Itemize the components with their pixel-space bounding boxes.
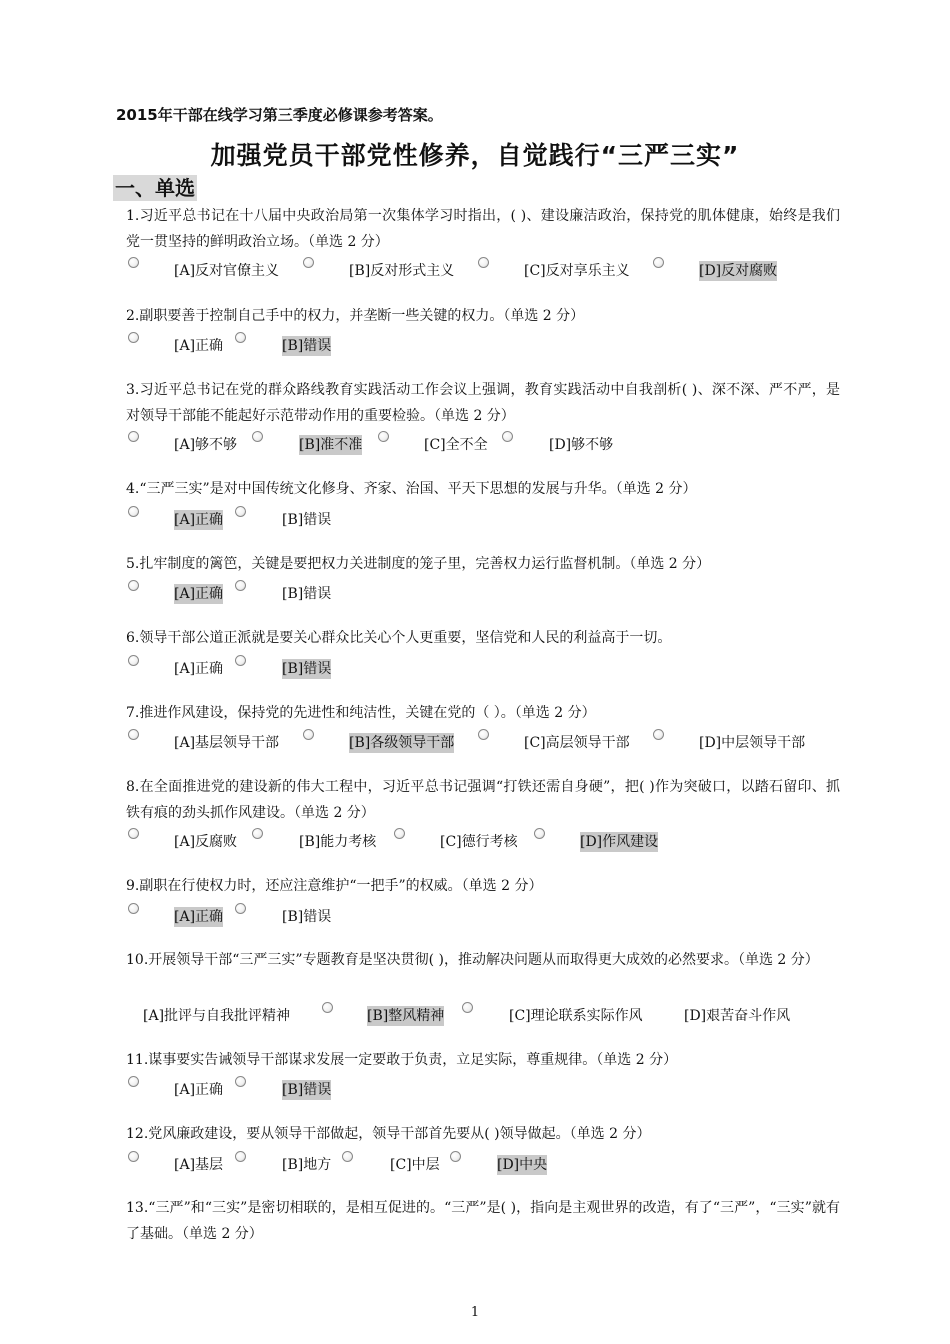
answer-options xyxy=(0,1076,950,1104)
radio-button-icon[interactable] xyxy=(235,580,246,591)
question-text: 9.副职在行使权力时，还应注意维护“一把手”的权威。（单选 2 分） xyxy=(126,878,543,894)
radio-button-icon[interactable] xyxy=(378,431,389,442)
correct-option-label[interactable]: [A]正确 xyxy=(174,909,224,925)
answer-options xyxy=(0,506,950,534)
option-label[interactable]: [D]中层领导干部 xyxy=(699,735,806,751)
correct-option-label[interactable]: [B]整风精神 xyxy=(367,1008,445,1024)
radio-button-icon[interactable] xyxy=(478,729,489,740)
question-text: 4.“三严三实”是对中国传统文化修身、齐家、治国、平天下思想的发展与升华。（单选 2 分） xyxy=(126,481,697,497)
radio-button-icon[interactable] xyxy=(128,655,139,666)
option-label[interactable]: [A]正确 xyxy=(174,1082,224,1098)
correct-option-label[interactable]: [B]准不准 xyxy=(299,437,363,453)
radio-button-icon[interactable] xyxy=(235,903,246,914)
radio-button-icon[interactable] xyxy=(128,1076,139,1087)
radio-button-icon[interactable] xyxy=(128,903,139,914)
radio-button-icon[interactable] xyxy=(128,257,139,268)
radio-button-icon[interactable] xyxy=(502,431,513,442)
option-label[interactable]: [C]德行考核 xyxy=(440,834,518,850)
question-text: 7.推进作风建设，保持党的先进性和纯洁性，关键在党的（ ）。（单选 2 分） xyxy=(126,705,596,721)
radio-button-icon[interactable] xyxy=(128,332,139,343)
radio-button-icon[interactable] xyxy=(478,257,489,268)
radio-button-icon[interactable] xyxy=(322,1002,333,1013)
question-text: 3.习近平总书记在党的群众路线教育实践活动工作会议上强调，教育实践活动中自我剖析( )、深不深、严不严，是对领导干部能不能起好示范带动作用的重要检验。（单选 2 分） xyxy=(126,382,840,424)
answer-options xyxy=(0,431,950,459)
option-label[interactable]: [A]正确 xyxy=(174,338,224,354)
correct-option-label[interactable]: [D]反对腐败 xyxy=(699,263,778,279)
option-label[interactable]: [A]反对官僚主义 xyxy=(174,263,280,279)
correct-option-label[interactable]: [A]正确 xyxy=(174,512,224,528)
question-text: 13.“三严”和“三实”是密切相联的，是相互促进的。“三严”是( )，指向是主观世界的改造，有了“三严”，“三实”就有了基础。（单选 2 分） xyxy=(126,1200,840,1242)
question-text: 2.副职要善于控制自己手中的权力，并垄断一些关键的权力。（单选 2 分） xyxy=(126,308,585,324)
answer-options xyxy=(0,580,950,608)
option-label[interactable]: [C]中层 xyxy=(390,1157,440,1173)
correct-option-label[interactable]: [A]正确 xyxy=(174,586,224,602)
option-label[interactable]: [A]反腐败 xyxy=(174,834,238,850)
question-text: 10.开展领导干部“三严三实”专题教育是坚决贯彻( )，推动解决问题从而取得更大成效的必然要求。（单选 2 分） xyxy=(126,952,819,968)
question-text: 8.在全面推进党的建设新的伟大工程中，习近平总书记强调“打铁还需自身硬”，把( )作为突破口，以踏石留印、抓铁有痕的劲头抓作风建设。（单选 2 分） xyxy=(126,779,840,821)
section-heading: 一、单选 xyxy=(115,176,195,200)
option-label[interactable]: [B]错误 xyxy=(282,909,332,925)
answer-options xyxy=(0,655,950,683)
option-label[interactable]: [B]反对形式主义 xyxy=(349,263,455,279)
correct-option-label[interactable]: [B]错误 xyxy=(282,661,332,677)
option-label[interactable]: [D]艰苦奋斗作风 xyxy=(684,1008,791,1024)
radio-button-icon[interactable] xyxy=(252,828,263,839)
answer-options xyxy=(0,1002,950,1030)
radio-button-icon[interactable] xyxy=(128,431,139,442)
option-label[interactable]: [B]地方 xyxy=(282,1157,332,1173)
option-label[interactable]: [C]理论联系实际作风 xyxy=(509,1008,643,1024)
radio-button-icon[interactable] xyxy=(653,257,664,268)
option-label[interactable]: [A]基层 xyxy=(174,1157,224,1173)
option-label[interactable]: [A]批评与自我批评精神 xyxy=(143,1008,291,1024)
question-text: 6.领导干部公道正派就是要关心群众比关心个人更重要，坚信党和人民的利益高于一切。 xyxy=(126,630,672,646)
radio-button-icon[interactable] xyxy=(653,729,664,740)
correct-option-label[interactable]: [B]各级领导干部 xyxy=(349,735,455,751)
radio-button-icon[interactable] xyxy=(235,506,246,517)
question-text: 11.谋事要实告诫领导干部谋求发展一定要敢于负责，立足实际，尊重规律。（单选 2 分） xyxy=(126,1052,678,1068)
radio-button-icon[interactable] xyxy=(534,828,545,839)
correct-option-label[interactable]: [D]作风建设 xyxy=(580,834,659,850)
radio-button-icon[interactable] xyxy=(235,1076,246,1087)
radio-button-icon[interactable] xyxy=(450,1151,461,1162)
answer-options xyxy=(0,729,950,757)
page-number: 1 xyxy=(470,1305,480,1320)
document-title: 加强党员干部党性修养，自觉践行“三严三实” xyxy=(210,141,740,170)
option-label[interactable]: [B]错误 xyxy=(282,512,332,528)
radio-button-icon[interactable] xyxy=(342,1151,353,1162)
option-label[interactable]: [C]反对享乐主义 xyxy=(524,263,630,279)
option-label[interactable]: [A]正确 xyxy=(174,661,224,677)
question-text: 1.习近平总书记在十八届中央政治局第一次集体学习时指出，( )、建设廉洁政治，保持党的肌体健康，始终是我们党一贯坚持的鲜明政治立场。（单选 2 分） xyxy=(126,208,840,250)
option-label[interactable]: [B]错误 xyxy=(282,586,332,602)
radio-button-icon[interactable] xyxy=(128,580,139,591)
radio-button-icon[interactable] xyxy=(235,332,246,343)
radio-button-icon[interactable] xyxy=(394,828,405,839)
radio-button-icon[interactable] xyxy=(128,1151,139,1162)
radio-button-icon[interactable] xyxy=(462,1002,473,1013)
question-text: 5.扎牢制度的篱笆，关键是要把权力关进制度的笼子里，完善权力运行监督机制。（单选 2 分） xyxy=(126,556,711,572)
radio-button-icon[interactable] xyxy=(252,431,263,442)
option-label[interactable]: [C]高层领导干部 xyxy=(524,735,630,751)
answer-options xyxy=(0,257,950,285)
option-label[interactable]: [B]能力考核 xyxy=(299,834,377,850)
correct-option-label[interactable]: [B]错误 xyxy=(282,338,332,354)
radio-button-icon[interactable] xyxy=(303,257,314,268)
radio-button-icon[interactable] xyxy=(128,729,139,740)
correct-option-label[interactable]: [B]错误 xyxy=(282,1082,332,1098)
answer-options xyxy=(0,1151,950,1179)
option-label[interactable]: [A]基层领导干部 xyxy=(174,735,280,751)
radio-button-icon[interactable] xyxy=(128,506,139,517)
answer-options xyxy=(0,332,950,360)
answer-options xyxy=(0,903,950,931)
correct-option-label[interactable]: [D]中央 xyxy=(497,1157,548,1173)
radio-button-icon[interactable] xyxy=(303,729,314,740)
option-label[interactable]: [C]全不全 xyxy=(424,437,488,453)
answer-options xyxy=(0,828,950,856)
question-text: 12.党风廉政建设，要从领导干部做起，领导干部首先要从( )领导做起。（单选 2 分） xyxy=(126,1126,651,1142)
document-header-line: 2015年干部在线学习第三季度必修课参考答案。 xyxy=(116,106,443,124)
radio-button-icon[interactable] xyxy=(235,1151,246,1162)
radio-button-icon[interactable] xyxy=(128,828,139,839)
option-label[interactable]: [A]够不够 xyxy=(174,437,238,453)
radio-button-icon[interactable] xyxy=(235,655,246,666)
option-label[interactable]: [D]够不够 xyxy=(549,437,614,453)
